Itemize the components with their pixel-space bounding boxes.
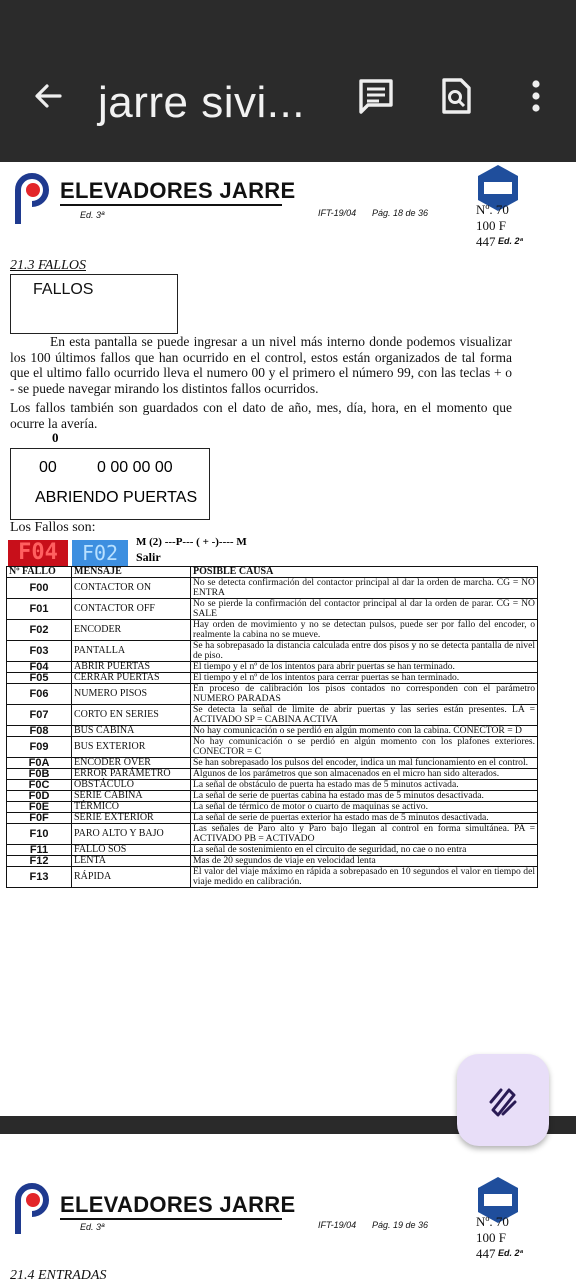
- fault-cause: Mas de 20 segundos de viaje en velocidad lenta: [191, 856, 538, 867]
- page-number: Pág. 18 de 36: [372, 208, 429, 218]
- jarre-logo-icon: [14, 1182, 52, 1238]
- table-row: [7, 769, 538, 780]
- table-row: [7, 673, 538, 684]
- fault-code: F07: [7, 705, 72, 726]
- fault-cause: No se detecta confirmación del contactor principal al dar la orden de marcha. CG = NO ENTRA: [191, 578, 538, 599]
- fault-code: F11: [7, 845, 72, 856]
- display-datetime: 0 00 00 00: [97, 459, 173, 476]
- fault-code: F0B: [7, 769, 72, 780]
- fault-code: F03: [7, 641, 72, 662]
- table-row: [7, 641, 538, 662]
- table-row: [7, 684, 538, 705]
- cert-value: 100 F: [476, 1230, 506, 1245]
- table-row: [7, 856, 538, 867]
- table-header-row: [7, 567, 538, 578]
- fault-code: F0C: [7, 780, 72, 791]
- jarre-logo-icon: [14, 172, 52, 228]
- fallos-screen-box: [10, 274, 178, 334]
- table-row: [7, 737, 538, 758]
- table-row: [7, 780, 538, 791]
- fault-cause: Las señales de Paro alto y Paro bajo llegan al control en forma simultánea. PA = ACTIVADO PB = ACTIVADO: [191, 824, 538, 845]
- fault-message: ABRIR PUERTAS: [72, 662, 191, 673]
- fault-cause: En proceso de calibración los pisos contados no corresponden con el parámetro NUMERO PARADAS: [191, 684, 538, 705]
- fault-message: SERIE CABINA: [72, 791, 191, 802]
- table-row: [7, 620, 538, 641]
- display-box: [10, 448, 210, 520]
- status-bar: [0, 0, 576, 44]
- cert-number: Nº. 70: [476, 1214, 509, 1229]
- brand-underline: [60, 204, 282, 206]
- fault-code: F0F: [7, 813, 72, 824]
- table-row: [7, 867, 538, 888]
- fault-message: CONTACTOR OFF: [72, 599, 191, 620]
- fault-message: CONTACTOR ON: [72, 578, 191, 599]
- fault-message: NUMERO PISOS: [72, 684, 191, 705]
- edition-label: Ed. 3ª: [80, 1222, 105, 1232]
- next-section-heading: 21.4 ENTRADAS: [10, 1268, 107, 1280]
- storage-paragraph: Los fallos también son guardados con el dato de año, mes, día, hora, en el momento que ocurre la avería.: [10, 400, 512, 431]
- table-row: [7, 578, 538, 599]
- back-arrow-icon[interactable]: [30, 78, 66, 114]
- edition-label: Ed. 3ª: [80, 210, 105, 220]
- fault-code: F04: [7, 662, 72, 673]
- cert-edition: Ed. 2ª: [498, 236, 523, 246]
- table-row: [7, 802, 538, 813]
- fault-code: F10: [7, 824, 72, 845]
- fault-code: F02: [7, 620, 72, 641]
- cert-edition: Ed. 2ª: [498, 1248, 523, 1258]
- fault-code: F05: [7, 673, 72, 684]
- fault-message: CERRAR PUERTAS: [72, 673, 191, 684]
- fault-message: ENCODER: [72, 620, 191, 641]
- cert-447: 447: [476, 1246, 496, 1261]
- fault-message: PARO ALTO Y BAJO: [72, 824, 191, 845]
- fault-cause: Se ha sobrepasado la distancia calculada entre dos pisos y no se detecta pantalla de nivel de piso.: [191, 641, 538, 662]
- fault-cause: La señal de serie de puertas exterior ha estado mas de 5 minutos desactivada.: [191, 813, 538, 824]
- document-code: IFT-19/04: [318, 208, 357, 218]
- fault-code: F00: [7, 578, 72, 599]
- fault-cause: No hay comunicación o se perdió en algún momento con la cabina. CONECTOR = D: [191, 726, 538, 737]
- fault-message: FALLO SOS: [72, 845, 191, 856]
- fault-cause: El tiempo y el nº de los intentos para cerrar puertas se han terminado.: [191, 673, 538, 684]
- fault-message: BUS EXTERIOR: [72, 737, 191, 758]
- col-fault-number: Nº FALLO: [7, 567, 72, 578]
- faults-table: [6, 566, 538, 888]
- fault-cause: Algunos de los parámetros que son almacenados en el micro han sido alterados.: [191, 769, 538, 780]
- fault-code: F13: [7, 867, 72, 888]
- table-row: [7, 705, 538, 726]
- fault-message: PANTALLA: [72, 641, 191, 662]
- table-row: [7, 726, 538, 737]
- faults-label: Los Fallos son:: [10, 520, 96, 535]
- fault-code: F0E: [7, 802, 72, 813]
- fault-code: F0A: [7, 758, 72, 769]
- table-row: [7, 758, 538, 769]
- fault-message: RÁPIDA: [72, 867, 191, 888]
- page-number: Pág. 19 de 36: [372, 1220, 429, 1230]
- fault-cause: El tiempo y el nº de los intentos para abrir puertas se han terminado.: [191, 662, 538, 673]
- fault-message: ENCODER OVER: [72, 758, 191, 769]
- brand-name: ELEVADORES JARRE: [60, 1192, 296, 1217]
- search-document-icon[interactable]: [436, 76, 476, 116]
- table-row: [7, 662, 538, 673]
- cert-number: Nº. 70: [476, 202, 509, 217]
- col-possible-cause: POSIBLE CAUSA: [191, 567, 538, 578]
- led-display-blue: F02: [72, 540, 128, 566]
- fault-message: BUS CABINA: [72, 726, 191, 737]
- fault-message: TÉRMICO: [72, 802, 191, 813]
- fault-cause: La señal de térmico de motor o cuarto de maquinas se activo.: [191, 802, 538, 813]
- fault-code: F12: [7, 856, 72, 867]
- fault-message: ERROR PARÁMETRO: [72, 769, 191, 780]
- section-heading: 21.3 FALLOS: [10, 258, 86, 273]
- fault-code: F01: [7, 599, 72, 620]
- cert-447: 447: [476, 234, 496, 249]
- app-bar: [0, 44, 576, 162]
- fault-message: OBSTÁCULO: [72, 780, 191, 791]
- brand-name: ELEVADORES JARRE: [60, 178, 296, 203]
- comment-icon[interactable]: [356, 76, 396, 116]
- fault-cause: Hay orden de movimiento y no se detectan pulsos, puede ser por fallo del encoder, o realmente la cabina no se mueve.: [191, 620, 538, 641]
- more-options-icon[interactable]: [516, 76, 556, 116]
- fault-cause: No se pierde la confirmación del contactor principal al dar la orden de parar. CG = NO SALE: [191, 599, 538, 620]
- display-status: ABRIENDO PUERTAS: [35, 489, 198, 506]
- fault-cause: La señal de sostenimiento en el circuito de seguridad, no cae o no entra: [191, 845, 538, 856]
- document-page-2: [0, 1134, 576, 1280]
- document-page: [0, 162, 576, 1116]
- table-row: [7, 845, 538, 856]
- table-row: [7, 824, 538, 845]
- table-row: [7, 599, 538, 620]
- navigation-keys-line: M (2) ---P--- ( + -)---- M: [136, 536, 247, 548]
- fault-message: LENTA: [72, 856, 191, 867]
- cert-value: 100 F: [476, 218, 506, 233]
- led-display-red: F04: [8, 540, 68, 566]
- document-title: jarre sivi...: [98, 78, 305, 127]
- display-fault-index: 00: [39, 459, 57, 476]
- annotate-fab[interactable]: [457, 1054, 549, 1146]
- fallos-screen-title: FALLOS: [33, 281, 94, 298]
- fault-cause: La señal de obstáculo de puerta ha estado mas de 5 minutos activada.: [191, 780, 538, 791]
- cursor-zero: 0: [52, 430, 59, 445]
- fault-cause: El valor del viaje máximo en rápida a sobrepasado en 10 segundos el valor en tiempo del viaje medido en calibración.: [191, 867, 538, 888]
- fault-code: F06: [7, 684, 72, 705]
- fault-message: SERIE EXTERIOR: [72, 813, 191, 824]
- document-code: IFT-19/04: [318, 1220, 357, 1230]
- col-message: MENSAJE: [72, 567, 191, 578]
- intro-paragraph: En esta pantalla se puede ingresar a un nivel más interno donde podemos visualizar los 100 últimos fallos que han ocurrido en el control, estos están organizados de tal forma que el ultimo fallo ocurrido lleva el numero 00 y el primero el número 99, con las teclas + o - se puede navegar mirando los distintos fallos ocurridos.: [10, 334, 512, 396]
- fault-cause: Se detecta la señal de limite de abrir puertas y las series están presentes. LA = ACTIVADO SP = CABINA ACTIVA: [191, 705, 538, 726]
- fault-code: F09: [7, 737, 72, 758]
- fault-message: CORTO EN SERIES: [72, 705, 191, 726]
- fault-code: F0D: [7, 791, 72, 802]
- pen-edit-icon: [485, 1082, 521, 1118]
- fault-cause: Se han sobrepasado los pulsos del encoder, indica un mal funcionamiento en el control.: [191, 758, 538, 769]
- fault-cause: La señal de serie de puertas cabina ha estado mas de 5 minutos desactivada.: [191, 791, 538, 802]
- fault-code: F08: [7, 726, 72, 737]
- table-row: [7, 813, 538, 824]
- table-row: [7, 791, 538, 802]
- brand-underline: [60, 1218, 282, 1220]
- exit-label: Salir: [136, 550, 161, 564]
- fault-cause: No hay comunicación o se perdió en algún momento con los plafones exteriores. CONECTOR = C: [191, 737, 538, 758]
